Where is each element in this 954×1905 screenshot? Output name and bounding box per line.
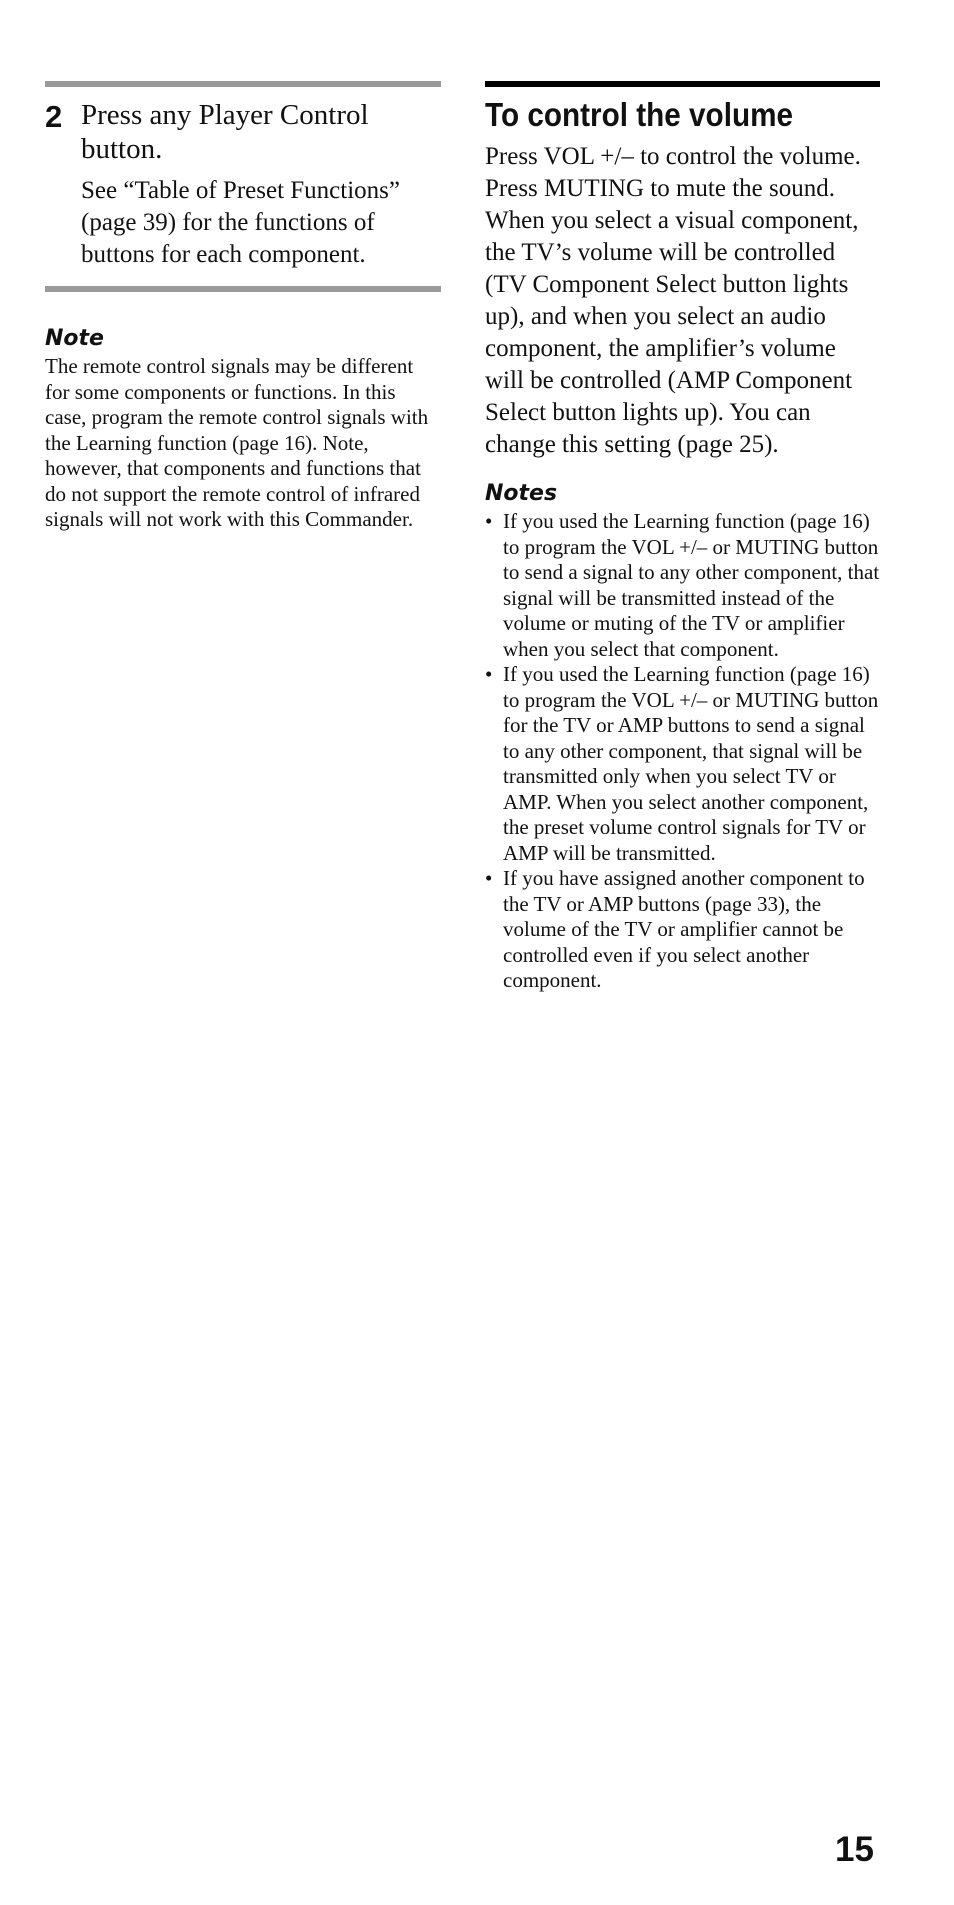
- bullet-icon: •: [485, 662, 493, 686]
- notes-list-item: [485, 509, 880, 662]
- notes-list-item: [485, 866, 880, 994]
- step-title: Press any Player Control button.: [81, 99, 369, 165]
- step-body: See “Table of Preset Functions” (page 39) for the functions of buttons for each component.: [81, 177, 400, 268]
- left-column: [45, 81, 441, 533]
- step-block: [45, 87, 441, 286]
- notes-heading: Notes: [485, 481, 558, 506]
- note-heading: Note: [45, 326, 104, 351]
- section-paragraph-1: Press VOL +/– to control the volume. Press MUTING to mute the sound.: [485, 143, 861, 202]
- right-column: [485, 81, 880, 994]
- note-item-text: If you used the Learning function (page 16) to program the VOL +/– or MUTING button to send a signal to any other component, that signal will be transmitted instead of the volume or muting of the TV or amplifier when you select that component.: [503, 509, 880, 661]
- bullet-icon: •: [485, 509, 493, 533]
- notes-list: [485, 509, 880, 994]
- bullet-icon: •: [485, 866, 493, 890]
- step-number: 2: [45, 99, 63, 134]
- note-item-text: If you used the Learning function (page 16) to program the VOL +/– or MUTING button for the TV or AMP buttons to send a signal to any other component, that signal will be transmitted only when you select TV or AMP. When you select another component, the preset volume control signals for TV or AMP will be transmitted.: [503, 662, 879, 865]
- section-top-rule: [485, 81, 880, 87]
- page-number: 15: [835, 1830, 874, 1869]
- section-paragraph-2: When you select a visual component, the TV’s volume will be controlled (TV Component Select button lights up), and when you select an audio component, the amplifier’s volume will be controlled (AMP Component Select button lights up). You can change this setting (page 25).: [485, 207, 859, 458]
- step-bottom-rule: [45, 286, 441, 292]
- note-item-text: If you have assigned another component to the TV or AMP buttons (page 33), the volume of the TV or amplifier cannot be controlled even if you select another component.: [503, 866, 865, 992]
- section-title: To control the volume: [485, 96, 794, 133]
- note-body: The remote control signals may be different for some components or functions. In this case, program the remote control signals with the Learning function (page 16). Note, however, that components and functions that do not support the remote control of infrared signals will not work with this Commander.: [45, 354, 429, 531]
- notes-list-item: [485, 662, 880, 866]
